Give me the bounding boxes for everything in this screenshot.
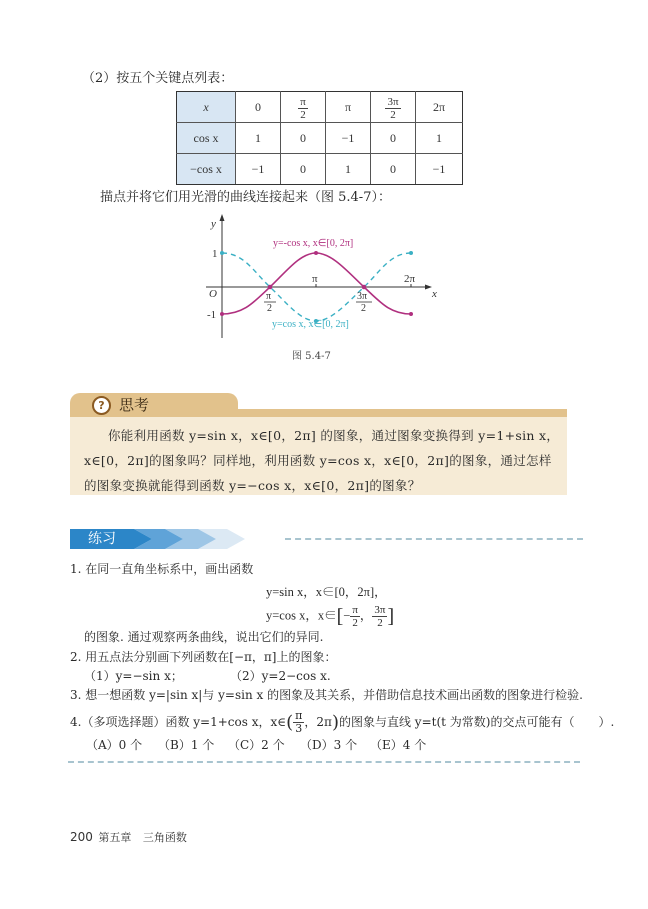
think-line-1: 你能利用函数 y=sin x，x∈[0，2π] 的图象，通过图象变换得到 y=1+sin x， [108,428,560,443]
svg-text:2: 2 [267,303,272,314]
table-cell: 1 [416,123,463,154]
table-cell: 0 [281,123,326,154]
page-number: 200 [70,830,93,844]
svg-text:3π: 3π [357,291,368,302]
q2-part-a: （1）y=−sin x； [84,669,183,683]
exercise-header-divider [285,538,583,540]
row-label: −cos x [177,154,236,185]
chapter-label: 第五章 [98,831,132,844]
plot-instruction: 描点并将它们用光滑的曲线连接起来（图 5.4-7）： [100,190,391,205]
table-cell: 0 [371,154,416,185]
figure-caption: 图 5.4-7 [292,351,331,362]
step2-label: （2）按五个关键点列表： [82,71,234,86]
table-row [177,154,463,185]
q4-text: 4.（多项选择题）函数 y=1+cos x，x∈( $\frac{\pi}{3}$ ，2π)的图象与直线 y=t(t 为常数)的交点可能有（ ）. [70,709,615,735]
q1-outro: 的图象. 通过观察两条曲线，说出它们的异同. [84,630,324,644]
row-label: cos x [177,123,236,154]
exercise-title: 练习 [88,531,116,547]
table-header-cell: $\frac{\pi}{2}$ [281,92,326,123]
y-axis-arrow-icon [220,214,225,221]
q4-option-c: （C）2 个 [228,738,285,752]
svg-text:2: 2 [361,303,366,314]
q1-function-2: y=cos x，x∈[− $\frac{\pi}{2}$ ， $\frac{3\pi}{2}$ ] [266,604,395,629]
table-cell: 0 [281,154,326,185]
y-axis-label: y [211,218,216,230]
x-tick-pi: π [312,273,318,285]
q2-part-b: （2）y=2−cos x. [230,669,331,683]
key-points-table [176,91,463,185]
table-cell: 1 [326,154,371,185]
cosine-graph-figure [195,212,445,342]
q3-text: 3. 想一想函数 y=|sin x|与 y=sin x 的图象及其关系，并借助信息技术画出函数的图象进行检验. [70,688,583,702]
page-footer [70,829,187,845]
q4-option-a: （A）0 个 [86,738,143,752]
q1-function-1: y=sin x，x∈[0，2π]， [266,585,387,599]
y-tick-neg1: -1 [207,309,217,321]
q1-intro: 1. 在同一直角坐标系中，画出函数 [70,562,254,576]
think-title: 思考 [119,396,150,414]
table-cell: −1 [236,154,281,185]
exercise-end-divider [68,761,580,763]
y-tick-1: 1 [212,248,218,260]
table-header-x: x [177,92,236,123]
question-icon: ? [92,396,111,415]
origin-label: O [209,288,217,300]
table-header-cell: π [326,92,371,123]
x-tick-2pi: 2π [404,273,416,285]
table-header-row [177,92,463,123]
x-axis-label: x [432,288,437,300]
chapter-title: 三角函数 [142,831,187,844]
table-header-cell: $\frac{3\pi}{2}$ [371,92,416,123]
table-cell: 0 [371,123,416,154]
q4-option-e: （E）4 个 [370,738,427,752]
table-cell: 1 [236,123,281,154]
table-header-cell: 0 [236,92,281,123]
q4-option-b: （B）1 个 [158,738,215,752]
svg-text:π: π [266,291,272,302]
table-header-cell: 2π [416,92,463,123]
table-cell: −1 [326,123,371,154]
think-line-3: 的图象变换就能得到函数 y=−cos x，x∈[0，2π]的图象？ [84,478,421,493]
neg-cos-legend: y=-cos x, x∈[0, 2π] [273,238,354,249]
q4-option-d: （D）3 个 [300,738,358,752]
x-axis-arrow-icon [425,285,432,290]
table-cell: −1 [416,154,463,185]
table-row [177,123,463,154]
think-line-2: x∈[0，2π]的图象吗？同样地，利用函数 y=cos x，x∈[0，2π]的图象，通过怎样 [84,453,552,468]
q2-text: 2. 用五点法分别画下列函数在[−π，π]上的图象： [70,650,337,664]
cos-legend: y=cos x, x∈[0, 2π] [272,319,349,330]
